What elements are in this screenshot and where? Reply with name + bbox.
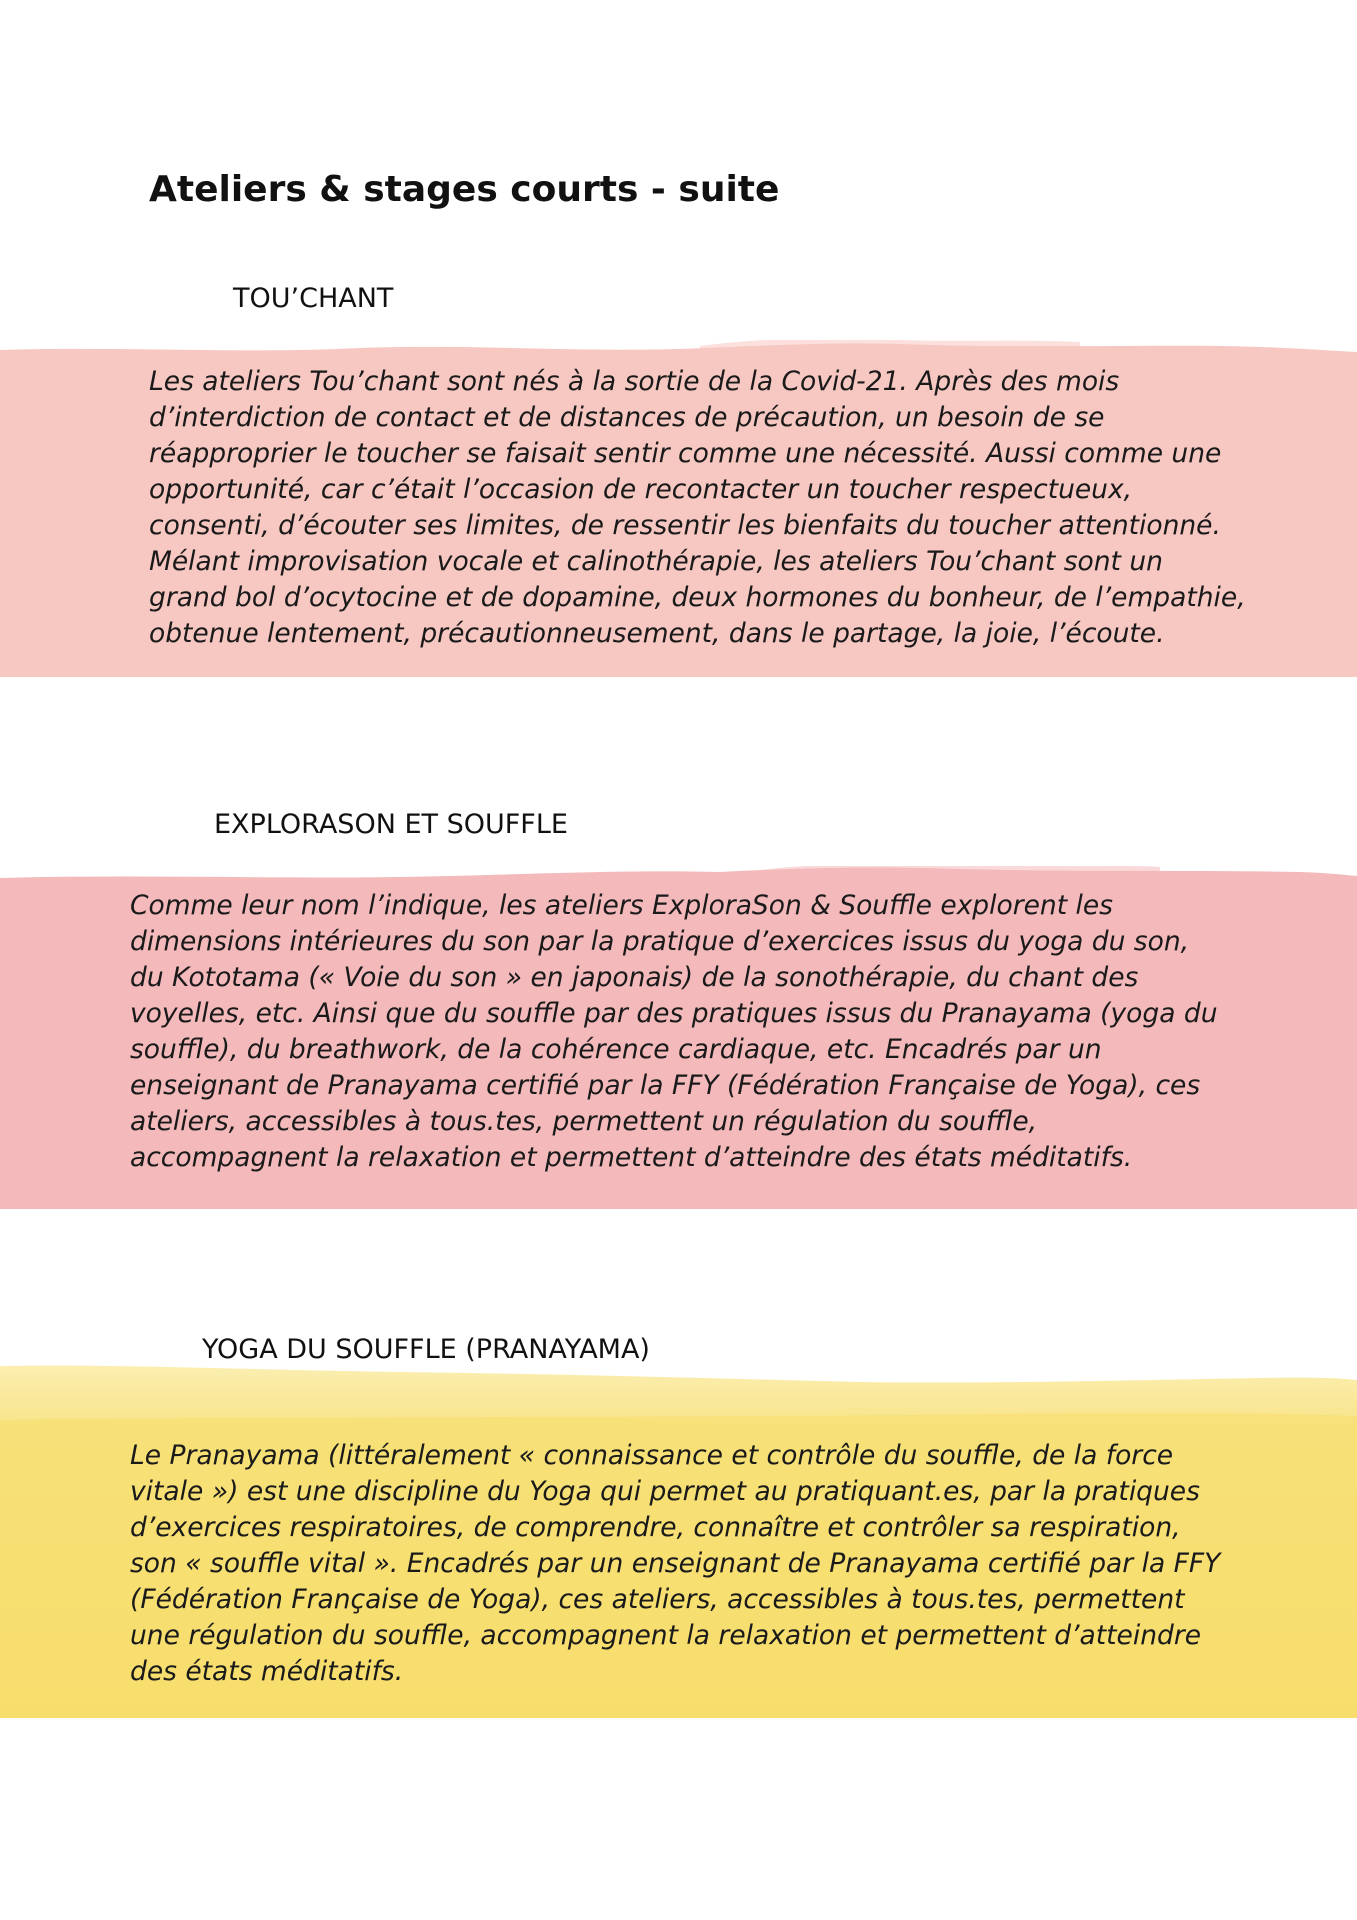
section-heading-explorason: EXPLORASON ET SOUFFLE (214, 809, 568, 840)
paragraph-line: Le Pranayama (littéralement « connaissance et contrôle du souffle, de la force (130, 1440, 1174, 1471)
section-heading-yoga-du-souffle: YOGA DU SOUFFLE (PRANAYAMA) (202, 1334, 650, 1365)
yellow-brush-band (0, 1360, 1357, 1718)
paragraph-line: Comme leur nom l’indique, les ateliers ExploraSon & Souffle explorent les (130, 890, 1113, 921)
paragraph-line: (Fédération Française de Yoga), ces ateliers, accessibles à tous.tes, permettent (130, 1584, 1185, 1615)
yoga-du-souffle-description (130, 1438, 1220, 1690)
paragraph-line: réapproprier le toucher se faisait sentir comme une nécessité. Aussi comme une (149, 438, 1222, 469)
explorason-description (130, 888, 1217, 1176)
paragraph-line: du Kototama (« Voie du son » en japonais) de la sonothérapie, du chant des (130, 962, 1139, 993)
paragraph-line: ateliers, accessibles à tous.tes, permettent un régulation du souffle, (130, 1106, 1038, 1137)
paragraph-line: voyelles, etc. Ainsi que du souffle par des pratiques issus du Pranayama (yoga du (130, 998, 1218, 1029)
rose-brush-band (0, 866, 1357, 1209)
paragraph-line: Mélant improvisation vocale et calinothérapie, les ateliers Tou’chant sont un (149, 546, 1163, 577)
brush-stroke-streak (700, 340, 1080, 352)
pink-brush-band (0, 340, 1357, 677)
paragraph-line: grand bol d’ocytocine et de dopamine, deux hormones du bonheur, de l’empathie, (149, 582, 1246, 613)
paragraph-line: opportunité, car c’était l’occasion de recontacter un toucher respectueux, (149, 474, 1133, 505)
section-heading-touchant: TOU’CHANT (233, 283, 394, 314)
paragraph-line: consenti, d’écouter ses limites, de ressentir les bienfaits du toucher attentionné. (149, 510, 1221, 541)
paragraph-line: souffle), du breathwork, de la cohérence cardiaque, etc. Encadrés par un (130, 1034, 1102, 1065)
paragraph-line: Les ateliers Tou’chant sont nés à la sortie de la Covid-21. Après des mois (149, 366, 1120, 397)
paragraph-line: d’interdiction de contact et de distances de précaution, un besoin de se (149, 402, 1105, 433)
paragraph-line: des états méditatifs. (130, 1656, 404, 1687)
paragraph-line: dimensions intérieures du son par la pratique d’exercices issus du yoga du son, (130, 926, 1190, 957)
paragraph-line: vitale ») est une discipline du Yoga qui permet au pratiquant.es, par la pratiques (130, 1476, 1200, 1507)
paragraph-line: une régulation du souffle, accompagnent la relaxation et permettent d’atteindre (130, 1620, 1202, 1651)
paragraph-line: d’exercices respiratoires, de comprendre, connaître et contrôler sa respiration, (130, 1512, 1181, 1543)
paragraph-line: son « souffle vital ». Encadrés par un enseignant de Pranayama certifié par la FFY (130, 1548, 1221, 1579)
paragraph-line: accompagnent la relaxation et permettent d’atteindre des états méditatifs. (130, 1142, 1133, 1173)
page-title: Ateliers & stages courts - suite (149, 169, 780, 210)
brush-stroke-streak (760, 866, 1160, 878)
paragraph-line: obtenue lentement, précautionneusement, dans le partage, la joie, l’écoute. (149, 618, 1165, 649)
paragraph-line: enseignant de Pranayama certifié par la FFY (Fédération Française de Yoga), ces (130, 1070, 1201, 1101)
touchant-description (149, 364, 1246, 652)
